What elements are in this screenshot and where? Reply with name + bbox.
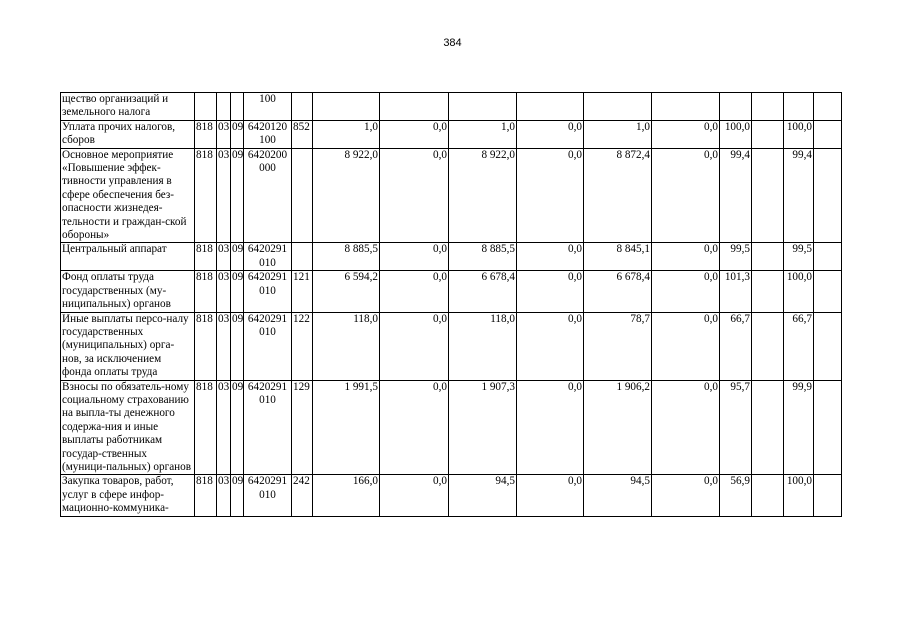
target-article-code: 6420291 010 [244, 475, 292, 516]
executed-amount: 8 845,1 [584, 243, 652, 271]
executed-amount: 1 906,2 [584, 380, 652, 475]
target-article-code: 6420291 010 [244, 243, 292, 271]
subsection-code: 09 [231, 475, 244, 516]
percent-of-approved-transfers [752, 475, 784, 516]
percent-of-approved: 56,9 [720, 475, 752, 516]
approved-amount-transfers [380, 93, 449, 121]
approved-amount-transfers: 0,0 [380, 380, 449, 475]
refined-amount [449, 93, 517, 121]
executed-amount: 6 678,4 [584, 271, 652, 312]
row-name: Иные выплаты персо-налу государственных (муниципальных) орга-нов, за исключением фонда оплаты труда [61, 312, 195, 380]
percent-of-approved: 99,5 [720, 243, 752, 271]
row-name: Центральный аппарат [61, 243, 195, 271]
section-code: 03 [217, 312, 231, 380]
expense-kind-code [292, 93, 313, 121]
percent-of-approved [720, 93, 752, 121]
row-name: Закупка товаров, работ, услуг в сфере инфор-мационно-коммуника- [61, 475, 195, 516]
executed-amount-transfers [652, 93, 720, 121]
percent-of-approved-transfers [752, 120, 784, 148]
refined-amount-transfers: 0,0 [517, 380, 584, 475]
percent-of-approved-transfers [752, 380, 784, 475]
percent-of-refined: 100,0 [784, 120, 814, 148]
table-row [61, 243, 842, 271]
target-article-code: 6420291 010 [244, 380, 292, 475]
percent-of-approved-transfers [752, 312, 784, 380]
percent-of-refined-transfers [814, 120, 842, 148]
ministry-code: 818 [195, 243, 217, 271]
section-code [217, 93, 231, 121]
executed-amount [584, 93, 652, 121]
percent-of-refined: 99,5 [784, 243, 814, 271]
refined-amount: 1 907,3 [449, 380, 517, 475]
refined-amount: 1,0 [449, 120, 517, 148]
executed-amount-transfers: 0,0 [652, 475, 720, 516]
expense-kind-code [292, 148, 313, 243]
executed-amount: 8 872,4 [584, 148, 652, 243]
percent-of-refined [784, 93, 814, 121]
refined-amount: 94,5 [449, 475, 517, 516]
executed-amount-transfers: 0,0 [652, 120, 720, 148]
section-code: 03 [217, 271, 231, 312]
section-code: 03 [217, 148, 231, 243]
executed-amount-transfers: 0,0 [652, 271, 720, 312]
approved-amount-transfers: 0,0 [380, 120, 449, 148]
ministry-code: 818 [195, 271, 217, 312]
approved-amount: 8 922,0 [313, 148, 380, 243]
row-name: Взносы по обязатель-ному социальному страхованию на выпла-ты денежного содержа-ния и иные выплаты работникам государ-ственных (муници-пальных) органов [61, 380, 195, 475]
table-row [61, 148, 842, 243]
target-article-code: 100 [244, 93, 292, 121]
refined-amount-transfers: 0,0 [517, 271, 584, 312]
executed-amount-transfers: 0,0 [652, 243, 720, 271]
percent-of-refined-transfers [814, 243, 842, 271]
subsection-code: 09 [231, 148, 244, 243]
table-row [61, 380, 842, 475]
percent-of-refined: 100,0 [784, 475, 814, 516]
percent-of-approved: 95,7 [720, 380, 752, 475]
refined-amount: 118,0 [449, 312, 517, 380]
approved-amount: 166,0 [313, 475, 380, 516]
target-article-code: 6420291 010 [244, 312, 292, 380]
executed-amount-transfers: 0,0 [652, 148, 720, 243]
percent-of-refined: 99,9 [784, 380, 814, 475]
percent-of-approved-transfers [752, 243, 784, 271]
section-code: 03 [217, 243, 231, 271]
executed-amount: 94,5 [584, 475, 652, 516]
executed-amount-transfers: 0,0 [652, 380, 720, 475]
ministry-code: 818 [195, 380, 217, 475]
percent-of-approved: 101,3 [720, 271, 752, 312]
approved-amount-transfers: 0,0 [380, 243, 449, 271]
refined-amount-transfers: 0,0 [517, 243, 584, 271]
subsection-code: 09 [231, 271, 244, 312]
percent-of-refined: 99,4 [784, 148, 814, 243]
approved-amount-transfers: 0,0 [380, 475, 449, 516]
target-article-code: 6420200 000 [244, 148, 292, 243]
percent-of-refined-transfers [814, 271, 842, 312]
refined-amount-transfers: 0,0 [517, 312, 584, 380]
expense-kind-code: 121 [292, 271, 313, 312]
expense-kind-code: 129 [292, 380, 313, 475]
approved-amount: 6 594,2 [313, 271, 380, 312]
approved-amount-transfers: 0,0 [380, 148, 449, 243]
percent-of-refined-transfers [814, 475, 842, 516]
row-name: Уплата прочих налогов, сборов [61, 120, 195, 148]
row-name: Основное мероприятие «Повышение эффек-тивности управления в сфере обеспечения без-опасности жизнедея-тельности и граждан-ской обороны» [61, 148, 195, 243]
page-number: 384 [443, 37, 462, 49]
row-name: Фонд оплаты труда государственных (му-ниципальных) органов [61, 271, 195, 312]
approved-amount: 1,0 [313, 120, 380, 148]
percent-of-refined-transfers [814, 93, 842, 121]
expense-kind-code [292, 243, 313, 271]
approved-amount: 1 991,5 [313, 380, 380, 475]
expense-kind-code: 242 [292, 475, 313, 516]
percent-of-approved: 99,4 [720, 148, 752, 243]
refined-amount: 8 885,5 [449, 243, 517, 271]
expense-kind-code: 852 [292, 120, 313, 148]
percent-of-refined-transfers [814, 380, 842, 475]
percent-of-approved: 100,0 [720, 120, 752, 148]
ministry-code: 818 [195, 120, 217, 148]
target-article-code: 6420291 010 [244, 271, 292, 312]
executed-amount-transfers: 0,0 [652, 312, 720, 380]
approved-amount: 8 885,5 [313, 243, 380, 271]
percent-of-refined-transfers [814, 312, 842, 380]
ministry-code [195, 93, 217, 121]
refined-amount-transfers: 0,0 [517, 475, 584, 516]
refined-amount-transfers [517, 93, 584, 121]
subsection-code: 09 [231, 312, 244, 380]
table-row [61, 475, 842, 516]
approved-amount-transfers: 0,0 [380, 271, 449, 312]
subsection-code: 09 [231, 120, 244, 148]
refined-amount-transfers: 0,0 [517, 120, 584, 148]
ministry-code: 818 [195, 475, 217, 516]
refined-amount: 8 922,0 [449, 148, 517, 243]
percent-of-refined: 66,7 [784, 312, 814, 380]
ministry-code: 818 [195, 312, 217, 380]
table-row [61, 271, 842, 312]
percent-of-refined: 100,0 [784, 271, 814, 312]
executed-amount: 1,0 [584, 120, 652, 148]
table-row [61, 120, 842, 148]
refined-amount: 6 678,4 [449, 271, 517, 312]
refined-amount-transfers: 0,0 [517, 148, 584, 243]
expense-kind-code: 122 [292, 312, 313, 380]
budget-table [60, 92, 842, 517]
ministry-code: 818 [195, 148, 217, 243]
percent-of-refined-transfers [814, 148, 842, 243]
table-row [61, 312, 842, 380]
table-row [61, 93, 842, 121]
approved-amount: 118,0 [313, 312, 380, 380]
percent-of-approved: 66,7 [720, 312, 752, 380]
executed-amount: 78,7 [584, 312, 652, 380]
subsection-code [231, 93, 244, 121]
percent-of-approved-transfers [752, 148, 784, 243]
section-code: 03 [217, 120, 231, 148]
subsection-code: 09 [231, 243, 244, 271]
section-code: 03 [217, 380, 231, 475]
row-name: щество организаций и земельного налога [61, 93, 195, 121]
approved-amount-transfers: 0,0 [380, 312, 449, 380]
subsection-code: 09 [231, 380, 244, 475]
approved-amount [313, 93, 380, 121]
percent-of-approved-transfers [752, 93, 784, 121]
target-article-code: 6420120 100 [244, 120, 292, 148]
percent-of-approved-transfers [752, 271, 784, 312]
section-code: 03 [217, 475, 231, 516]
